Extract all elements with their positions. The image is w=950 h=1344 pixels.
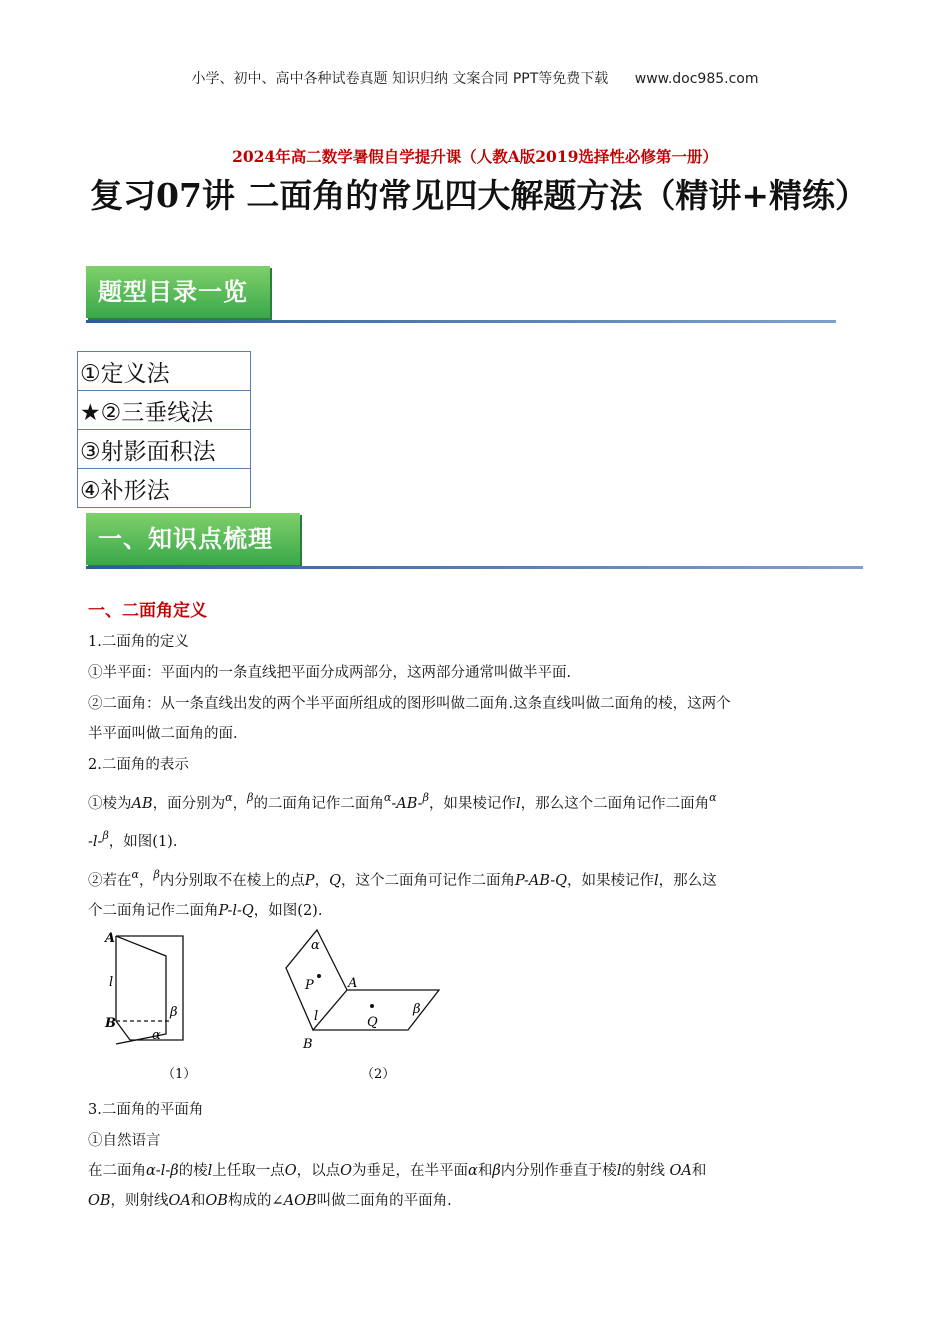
- text: 内分别取不在棱上的点: [159, 873, 305, 889]
- label-Q: Q: [367, 1015, 378, 1030]
- text: ，这个二面角可记作二面角: [340, 873, 515, 889]
- beta-symbol: β: [102, 829, 109, 842]
- text: l: [207, 1163, 213, 1179]
- text: β: [492, 1163, 501, 1179]
- text: ，那么这: [658, 873, 717, 889]
- paragraph: [88, 791, 717, 813]
- alpha-symbol: α: [225, 791, 233, 804]
- label-beta: β: [170, 1005, 178, 1020]
- text: α: [468, 1163, 478, 1179]
- point-P: [317, 974, 321, 978]
- paragraph: ②二面角：从一条直线出发的两个半平面所组成的图形叫做二面角.这条直线叫做二面角的棱，这两个: [88, 696, 731, 712]
- text: OA: [669, 1163, 692, 1179]
- text: l: [515, 796, 521, 812]
- text: ，那么这个二面角记作二面角: [520, 796, 710, 812]
- alpha-symbol: α: [709, 791, 717, 804]
- label-B: B: [303, 1037, 313, 1052]
- paragraph: 1.二面角的定义: [88, 634, 189, 650]
- banner-toc: 题型目录一览: [86, 266, 270, 318]
- text: ，如图(2).: [253, 903, 323, 919]
- toc-item-projection-area[interactable]: ③射影面积法: [78, 430, 251, 469]
- alpha-symbol: α: [131, 868, 139, 881]
- text: O: [284, 1163, 297, 1179]
- divider-rule: [86, 566, 863, 569]
- text: ②若在: [88, 873, 132, 889]
- figure-2-dihedral: [285, 926, 445, 1088]
- text: 内分别作垂直于棱: [500, 1163, 617, 1179]
- label-beta: β: [413, 1002, 421, 1017]
- text: 的二面角记作二面角: [253, 796, 384, 812]
- text: P-AB-Q: [514, 873, 567, 889]
- text: -l-: [88, 834, 103, 850]
- beta-symbol: β: [422, 791, 429, 804]
- paragraph: ①半平面：平面内的一条直线把平面分成两部分，这两部分通常叫做半平面.: [88, 665, 572, 681]
- label-alpha: α: [311, 938, 320, 953]
- paragraph: [88, 868, 717, 890]
- alpha-symbol: α: [383, 791, 392, 804]
- text: OB: [205, 1193, 228, 1209]
- text: 个二面角记作二面角: [88, 903, 219, 919]
- label-alpha: α: [152, 1028, 161, 1043]
- paragraph: [88, 1159, 706, 1180]
- paragraph: [88, 829, 177, 851]
- text: ，以点: [296, 1163, 341, 1179]
- text: 和: [477, 1163, 493, 1179]
- text: ，则射线: [110, 1193, 169, 1209]
- label-A: A: [348, 976, 358, 991]
- text: 叫做二面角的平面角.: [316, 1193, 452, 1209]
- text: OA: [168, 1193, 191, 1209]
- text: 构成的∠: [227, 1193, 284, 1209]
- toc-item-definition[interactable]: ①定义法: [78, 352, 251, 391]
- text: ①棱为: [88, 796, 132, 812]
- page-header: [0, 68, 950, 88]
- text: ，面分别为: [152, 796, 226, 812]
- paragraph: 3.二面角的平面角: [88, 1102, 204, 1118]
- beta-symbol: β: [153, 868, 160, 881]
- text: 上任取一点: [212, 1163, 285, 1179]
- text: ，: [314, 873, 330, 889]
- text: 和: [691, 1163, 707, 1179]
- text: 为垂足，在半平面: [352, 1163, 469, 1179]
- text: ，如图(1).: [108, 834, 178, 850]
- point-Q: [370, 1004, 374, 1008]
- paragraph: 2.二面角的表示: [88, 757, 189, 773]
- paragraph: [88, 899, 322, 920]
- text: Q: [329, 873, 341, 889]
- text: ，: [232, 796, 248, 812]
- paragraph: [88, 1189, 452, 1210]
- header-text: 小学、初中、高中各种试卷真题 知识归纳 文案合同 PPT等免费下载: [191, 71, 609, 87]
- toc-item-completion[interactable]: ④补形法: [78, 469, 251, 508]
- text: α-l-β: [146, 1163, 179, 1179]
- text: P-l-Q: [218, 903, 254, 919]
- text: 的棱: [178, 1163, 208, 1179]
- label-l: l: [109, 975, 114, 990]
- paragraph: 半平面叫做二面角的面.: [88, 726, 238, 742]
- beta-symbol: β: [247, 791, 254, 804]
- paragraph: ①自然语言: [88, 1133, 161, 1149]
- section-heading: 一、二面角定义: [88, 601, 207, 621]
- text: O: [340, 1163, 353, 1179]
- course-subtitle: 2024年高二数学暑假自学提升课（人教A版2019选择性必修第一册）: [232, 147, 718, 166]
- text: ，: [138, 873, 154, 889]
- text: l: [654, 873, 659, 889]
- text: l: [616, 1163, 622, 1179]
- text: 在二面角: [88, 1163, 146, 1179]
- figure-1-caption: （1）: [162, 1067, 197, 1082]
- toc-item-three-perpendiculars[interactable]: ★②三垂线法: [78, 391, 251, 430]
- figure-1-dihedral: [100, 926, 200, 1088]
- header-site[interactable]: www.doc985.com: [634, 71, 759, 87]
- label-A: A: [105, 931, 116, 946]
- text: P: [304, 873, 315, 889]
- text: ，如果棱记作: [428, 796, 516, 812]
- divider-rule: [86, 320, 836, 323]
- label-B: B: [105, 1016, 116, 1031]
- text: 的射线: [621, 1163, 670, 1179]
- toc-table: [77, 351, 251, 508]
- banner-knowledge: 一、知识点梳理: [86, 513, 300, 565]
- text: OB: [88, 1193, 111, 1209]
- label-l: l: [314, 1009, 319, 1024]
- lesson-title: 复习07讲 二面角的常见四大解题方法（精讲+精练）: [90, 176, 869, 215]
- text: AB: [131, 796, 153, 812]
- text: ，如果棱记作: [567, 873, 654, 889]
- text: AOB: [283, 1193, 317, 1209]
- figure-2-caption: （2）: [361, 1067, 396, 1082]
- text: -AB-: [391, 796, 423, 812]
- label-P: P: [305, 978, 314, 993]
- text: 和: [190, 1193, 206, 1209]
